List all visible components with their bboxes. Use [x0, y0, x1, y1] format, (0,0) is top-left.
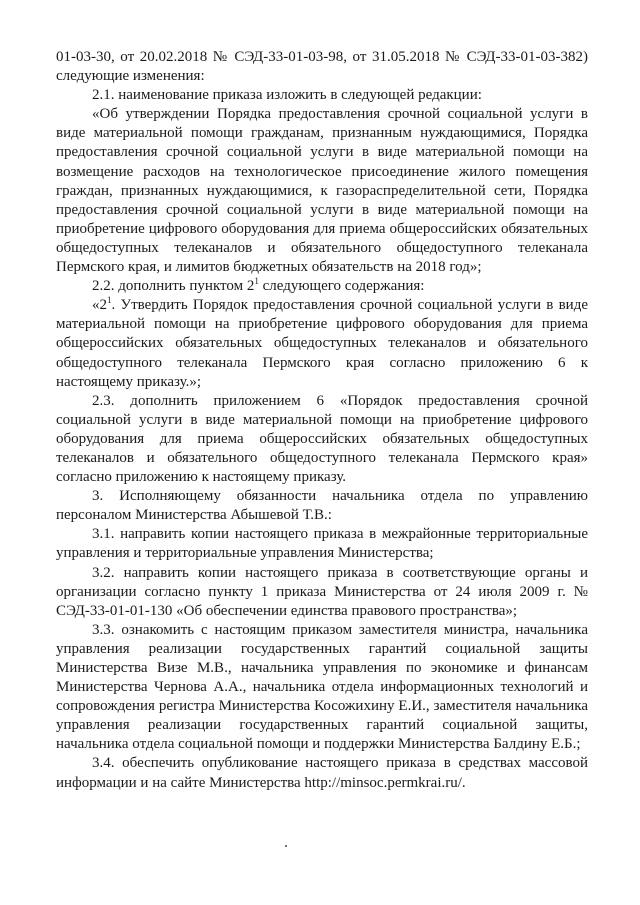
- superscript-one: 1: [254, 276, 259, 287]
- paragraph-2-1: 2.1. наименование приказа изложить в следующей редакции:: [92, 87, 482, 104]
- paragraph-2-2: [56, 277, 588, 296]
- paragraph-3: 3. Исполняющему обязанности начальника отдела по управлению персоналом Министерства Абышевой Т.В.:: [56, 488, 588, 524]
- paragraph-item-2-1: [56, 296, 588, 391]
- paragraph-3-2: 3.2. направить копии настоящего приказа в соответствующие органы и организации согласно пункту 1 приказа Министерства от 24 июля 2009 г. № СЭД-33-01-01-130 «Об обеспечении единства правового пространства»;: [56, 564, 588, 619]
- paragraph-2-2-text: 2.2. дополнить пунктом 2: [92, 278, 255, 295]
- superscript-one: 1: [107, 295, 112, 306]
- paragraph-intro-continuation: 01-03-30, от 20.02.2018 № СЭД-33-01-03-98, от 31.05.2018 № СЭД-33-01-03-382) следующие изменения:: [56, 49, 588, 85]
- paragraph-2-3: 2.3. дополнить приложением 6 «Порядок предоставления срочной социальной услуги в виде материальной помощи на приобретение цифрового оборудования для приема общероссийских обязательных общедоступных телеканалов и обязательного общедоступного телеканала Пермского края» согласно приложению к настоящему приказу.: [56, 392, 588, 486]
- paragraph-new-title: «Об утверждении Порядка предоставления срочной социальной услуги в виде материальной помощи гражданам, признанным нуждающимися, Порядка предоставления срочной социальной услуги в виде материальной помощи на возмещение расходов на технологическое присоединение жилого помещения граждан, признанных нуждающимися, к газораспределительной сети, Порядка предоставления срочной социальной услуги в виде материальной помощи на приобретение цифрового оборудования для приема общероссийских обязательных общедоступных телеканалов и обязательного общедоступного телеканала Пермского края, и лимитов бюджетных обязательств на 2018 год»;: [56, 106, 588, 276]
- paragraph-2-2-tail: следующего содержания:: [258, 278, 425, 295]
- item-2-1-text: . Утвердить Порядок предоставления срочной социальной услуги в виде материальной помощи на приобретение цифрового оборудования для приема общероссийских обязательных общедоступных телеканалов и обязательного общедоступного телеканала Пермского края согласно приложению 6 к настоящему приказу.»;: [56, 297, 588, 390]
- document-page: [56, 48, 588, 793]
- scan-speck: [285, 845, 287, 847]
- paragraph-3-1: 3.1. направить копии настоящего приказа в межрайонные территориальные управления и территориальные управления Министерства;: [56, 526, 588, 562]
- item-2-1-prefix: «2: [92, 297, 107, 314]
- paragraph-3-3: 3.3. ознакомить с настоящим приказом заместителя министра, начальника управления реализации государственных гарантий социальной защиты Министерства Визе М.В., начальника управления по экономике и финансам Министерства Чернова А.А., начальника отдела информационных технологий и сопровождения регистра Министерства Косожихину Е.И., заместителя начальника управления реализации государственных гарантий социальной защиты, начальника отдела социальной помощи и поддержки Министерства Балдину Е.Б.;: [56, 621, 588, 753]
- paragraph-3-4: 3.4. обеспечить опубликование настоящего приказа в средствах массовой информации и на сайте Министерства http://minsoc.permkrai.ru/.: [56, 755, 588, 791]
